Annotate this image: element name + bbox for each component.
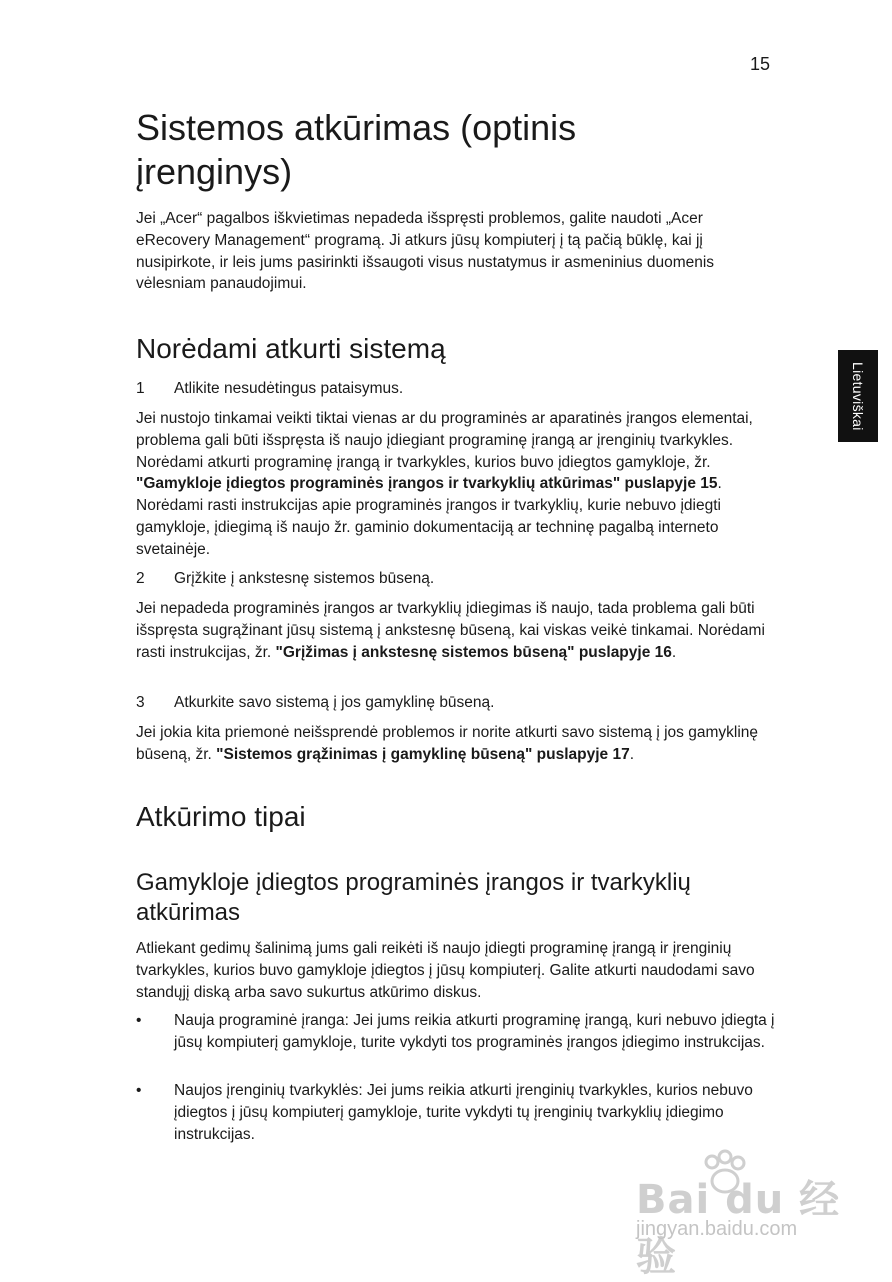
page-title-line1: Sistemos atkūrimas (optinis (136, 107, 577, 148)
watermark (636, 1148, 846, 1280)
list-item-text: Nauja programinė įranga: Jei jums reikia atkurti programinę įrangą, kuri nebuvo įdiegta į jūsų kompiuterį gamykloje, turite vykdyti tos programinės įrangos įdiegimo instrukcijas. (174, 1012, 775, 1051)
step-number: 2 (136, 570, 145, 587)
step-text: Atlikite nesudėtingus pataisymus. (174, 380, 404, 397)
list-item-text: Naujos įrenginių tvarkyklės: Jei jums reikia atkurti įrenginių tvarkykles, kurios nebuvo įdiegtos į jūsų kompiuterį gamykloje, turite vykdyti tų įrenginių tvarkyklių įdiegimo instrukcijas. (174, 1082, 753, 1143)
cross-reference: "Grįžimas į ankstesnę sistemos būseną" puslapyje 16 (275, 643, 672, 661)
cross-reference: "Gamykloje įdiegtos programinės įrangos ir tvarkyklių atkūrimas" puslapyje 15 (136, 475, 718, 493)
step-number: 1 (136, 380, 145, 397)
cross-reference: "Sistemos grąžinimas į gamyklinę būseną" puslapyje 17 (216, 745, 630, 763)
step-text: Atkurkite savo sistemą į jos gamyklinę būseną. (174, 694, 495, 711)
subsection-heading: Gamykloje įdiegtos programinės įrangos ir tvarkyklių atkūrimas (136, 869, 691, 926)
step-text: Grįžkite į ankstesnę sistemos būseną. (174, 570, 435, 587)
page-number: 15 (750, 54, 771, 74)
page-title-line2: įrenginys) (136, 151, 293, 192)
step-3-paragraph: Jei jokia kita priemonė neišsprendė problemos ir norite atkurti savo sistemą į jos gamyklinę būseną, žr. "Sistemos grąžinimas į gamyklinę būseną" puslapyje 17. (136, 724, 758, 763)
language-tab (838, 350, 878, 442)
bullet-symbol: • (136, 1082, 142, 1099)
step-2-paragraph: Jei nepadeda programinės įrangos ar tvarkyklių įdiegimas iš naujo, tada problema gali būti išspręsta sugrąžinant jūsų sistemą į ankstesnę būseną, kai viskas veikė tinkamai. Norėdami rasti instrukcijas, žr. "Grįžimas į ankstesnę sistemos būseną" puslapyje 16. (136, 600, 765, 661)
section-heading-restore-system: Norėdami atkurti sistemą (136, 333, 446, 364)
section-heading-recovery-types: Atkūrimo tipai (136, 801, 306, 832)
bullet-symbol: • (136, 1012, 142, 1029)
step-number: 3 (136, 694, 145, 711)
watermark-url: jingyan.baidu.com (636, 1218, 798, 1240)
step-1-paragraph: Jei nustojo tinkamai veikti tiktai vienas ar du programinės ar aparatinės įrangos elementai, problema gali būti išspręsta iš naujo įdiegiant programinę įrangą ar įrenginių tvarkykles. Norėdami atkurti programinę įrangą ir tvarkykles, kurios buvo įdiegtos gamykloje, žr. "Gamykloje įdiegtos programinės įrangos ir tvarkyklių atkūrimas" puslapyje 15. Norėdami rasti instrukcijas apie programinės įrangos ir tvarkyklių, kurie nebuvo įdiegti gamykloje, įdiegimą iš naujo žr. gaminio dokumentaciją ar techninę pagalbą interneto svetainėje. (136, 410, 753, 558)
subsection-paragraph: Atliekant gedimų šalinimą jums gali reikėti iš naujo įdiegti programinę įrangą ir įrenginių tvarkykles, kurios buvo gamykloje įdiegtos į jūsų kompiuterį. Galite atkurti naudodami savo standųjį diską arba savo sukurtus atkūrimo diskus. (136, 940, 755, 1001)
watermark-logo: Bai du 经验 (636, 1177, 841, 1280)
intro-paragraph: Jei „Acer“ pagalbos iškvietimas nepadeda išspręsti problemos, galite naudoti „Acer eRecovery Management“ programą. Ji atkurs jūsų kompiuterį į tą pačią būklę, kai jį nusipirkote, ir leis jums pasirinkti išsaugoti visus nustatymus ir asmeninius duomenis vėlesniam panaudojimui. (136, 210, 715, 293)
language-tab-label: Lietuviškai (850, 361, 866, 431)
page-title (136, 106, 776, 194)
